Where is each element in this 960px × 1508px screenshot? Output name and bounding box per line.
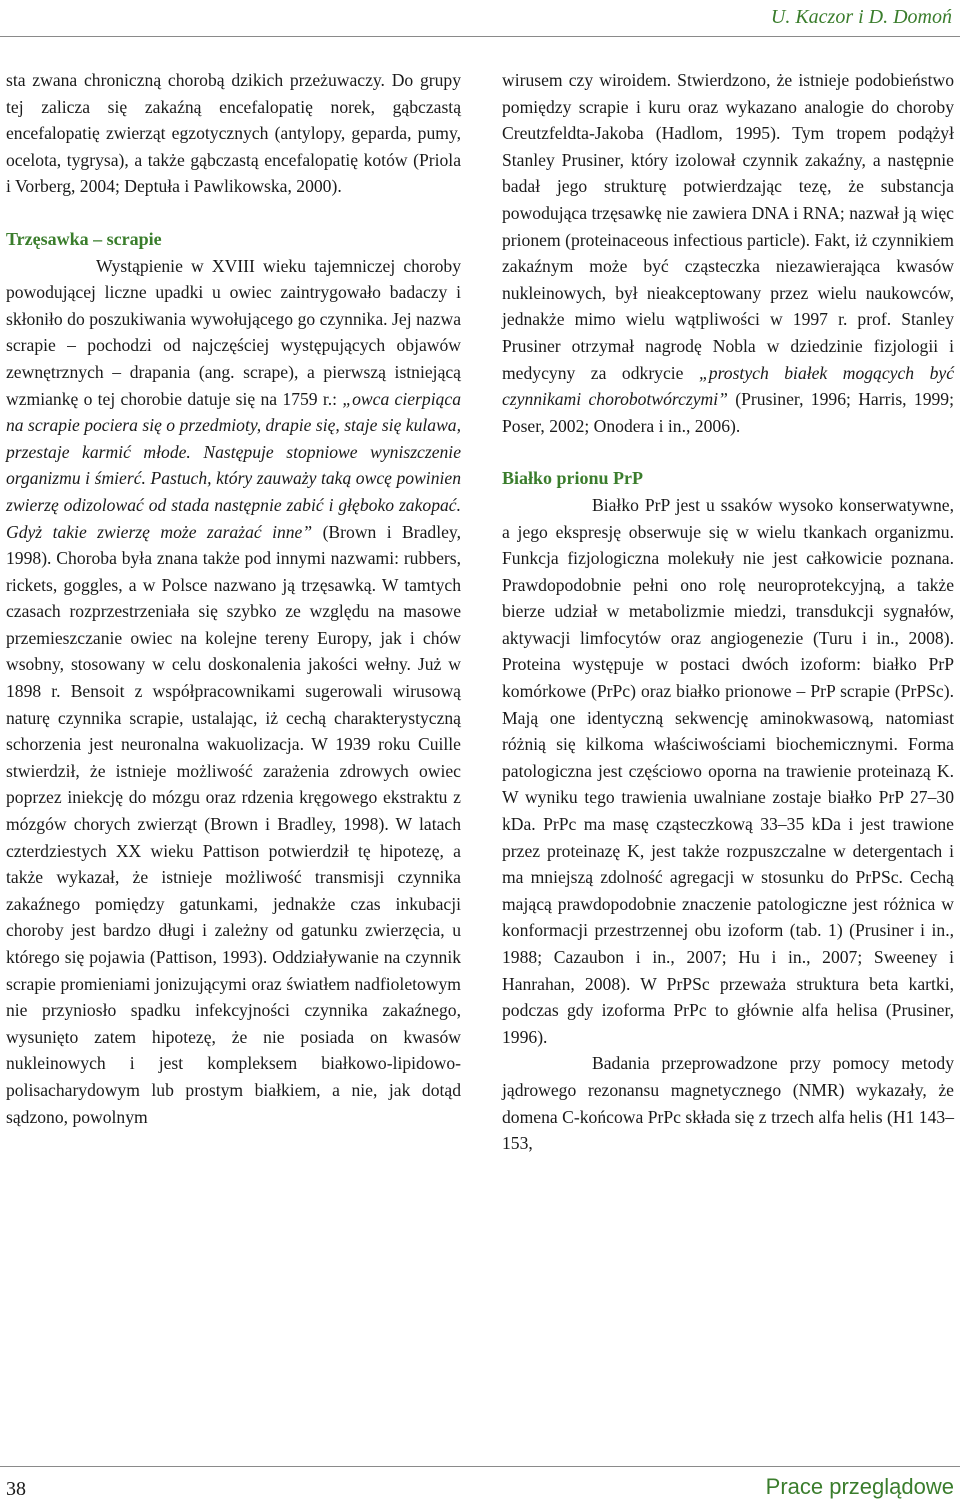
body-paragraph-prp: Białko PrP jest u ssaków wysoko konserwatywne, a jego ekspresję obserwuje się w wielu tkankach organizmu. Funkcja fizjologiczna molekuły nie jest całkowicie poznana. Prawdopodobnie pełni ono rolę neuroprotekcyjną, a także bierze udział w metabolizmie miedzi, transdukcji sygnałów, aktywacji limfocytów oraz angiogenezie (Turu i in., 2008). Proteina występuje w postaci dwóch izoform: białko PrP komórkowe (PrPc) oraz białko prionowe – PrP scrapie (PrPSc). Mają one identyczną sekwencję aminokwasową, natomiast różnią się kilkoma właściwościami biochemicznymi. Forma patologiczna jest częściowo oporna na trawienie proteinazą K. W wyniku tego trawienia uwalniane zostaje białko PrP 27–30 kDa. PrPc ma masę cząsteczkową 33–35 kDa i jest trawione przez proteinazę K, jest także rozpuszczalne w detergentach i ma mniejszą zdolność agregacji w stosunku do PrPSc. Cechą mającą prawdopodobnie znaczenie patologiczne jest różnica w konformacji przestrzennej obu izoform (tab. 1) (Prusiner i in., 1988; Cazaubon i in., 2007; Hu i in., 2007; Sweeney i Hanrahan, 2008). W PrPSc przeważa struktura beta kartki, podczas gdy izoforma PrPc to głównie alfa helisa (Prusiner, 1996). [502, 494, 954, 1047]
text-run: wirusem czy wiroidem. Stwierdzono, że istnieje podobieństwo pomiędzy scrapie i kuru oraz wykazano analogie do choroby Creutzfeldta-Jakoba (Hadlom, 1995). Tym tropem podążył Stanley Prusiner, który izolował czynnik zakaźny, a następnie badał jego strukturę potwierdzając tezę, że substancja powodująca trzęsawkę nie zawiera DNA i RNA; nazwał ją więc prionem (proteinaceous infectious particle). Fakt, iż czynnikiem zakaźnym może być cząsteczka niezawierająca kwasów nukleinowych, był nieakceptowany przez wielu naukowców, jednakże mimo wielu wątpliwości w 1997 r. prof. Stanley Prusiner otrzymał nagrodę Nobla w dziedzinie fizjologii i medycyny za odkrycie [502, 70, 954, 383]
nobel-quote: „prostych białek mogących być czynnikami chorobotwórczymi” [502, 362, 955, 410]
text-run: Wystąpienie w XVIII wieku tajemniczej choroby powodującej liczne upadki u owiec zaintrygowało badaczy i skłoniło do poszukiwania wywołującego go czynnika. Jej nazwa scrapie – pochodzi od najczęściej występujących objawów zewnętrznych – drapania (ang. scrape), a pierwszą istniejącą wzmiankę o tej chorobie datuje się na 1759 r.: [6, 255, 461, 409]
section-heading-scrapie: Trzęsawka – scrapie [6, 228, 162, 249]
running-head: U. Kaczor i D. Domoń [770, 6, 952, 28]
body-paragraph-scrapie [6, 253, 461, 1131]
text-run: (Prusiner, 1996; Harris, 1999; Poser, 2002; Onodera i in., 2006). [502, 389, 954, 436]
section-heading-prp: Białko prionu PrP [502, 468, 644, 489]
body-paragraph-continued [502, 67, 954, 439]
footer-rule [0, 1466, 960, 1467]
body-paragraph-nmr: Badania przeprowadzone przy pomocy metody jądrowego rezonansu magnetycznego (NMR) wykazały, że domena C-końcowa PrPc składa się z trzech alfa helis (H1 143–153, [502, 1053, 954, 1154]
historical-quote: „owca cierpiąca na scrapie pociera się o przedmioty, drapie się, staje się kulawa, przestaje karmić młode. Następuje stopniowe wyniszczenie organizmu i śmierć. Pastuch, który zauważy taką owcę powinien zwierzę odizolować od stada następnie zabić i głęboko zakopać. Gdyż takie zwierzę może zarażać inne” [6, 388, 461, 542]
text-run: (Brown i Bradley, 1998). Choroba była znana także pod innymi nazwami: rubbers, rickets, goggles, a w Polsce nazwano ją trzęsawką. W tamtych czasach rozprzestrzeniała się szybko ze względu na masowe przemieszczanie owiec na kolejne tereny Europy, jak i chów wsobny, stosowany w celu doskonalenia jakości wełny. Już w 1898 r. Bensoit z współpracownikami sugerowali wirusową naturę czynnika scrapie, ustalając, iż cechą charakterystyczną schorzenia jest neuronalna wakuolizacja. W 1939 roku Cuille stwierdził, że istnieje możliwość zarażenia zdrowych owiec poprzez iniekcję do mózgu oraz rdzenia kręgowego ekstraktu z mózgów chorych zwierząt (Brown i Bradley, 1998). W latach czterdziestych XX wieku Pattison potwierdził tę hipotezę, a także wykazał, że istnieje możliwość transmisji czynnika zakaźnego pomiędzy gatunkami, jednakże czas inkubacji choroby jest bardzo długi i zależny od gatunku zwierzęcia, u którego się pojawia (Pattison, 1993). Oddziaływanie na czynnik scrapie promieniami jonizującymi oraz światłem nadfioletowym nie przyniosło spadku infekcyjności czynnika zakaźnego, wysunięto zatem hipotezę, że nie posiada on kwasów nukleinowych i jest kompleksem białkowo-lipidowo-polisacharydowym lub prostym białkiem, a nie, jak dotąd sądzono, powolnym [6, 521, 461, 1127]
body-paragraph: sta zwana chroniczną chorobą dzikich przeżuwaczy. Do grupy tej zalicza się zakaźną encefalopatię norek, gąbczastą encefalopatię zwierząt egzotycznych (antylopy, geparda, pumy, ocelota, tygrysa), a także gąbczastą encefalopatię kotów (Priola i Vorberg, 2004; Deptuła i Pawlikowska, 2000). [6, 70, 461, 197]
page-number: 38 [6, 1478, 26, 1500]
left-column [6, 67, 461, 1130]
header-rule [0, 36, 960, 37]
right-column [502, 67, 954, 1157]
footer-section-label: Prace przeglądowe [765, 1474, 954, 1499]
